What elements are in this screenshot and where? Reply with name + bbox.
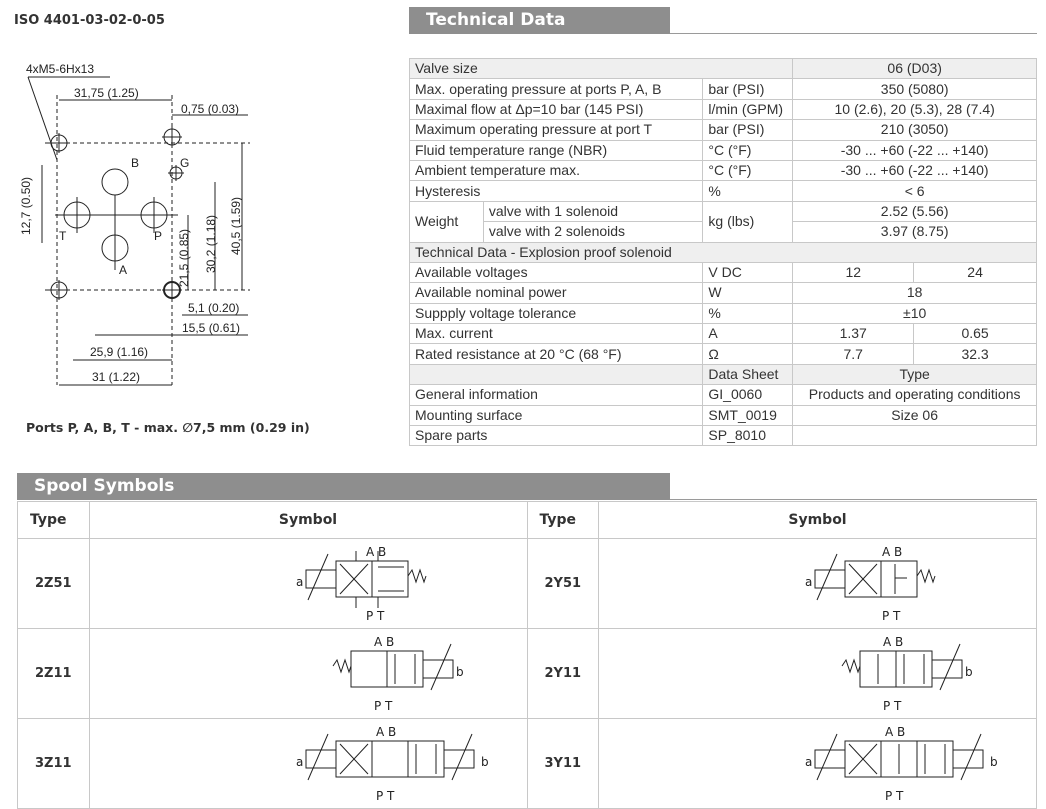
table-row: Available nominal power W 18: [410, 283, 1037, 303]
dim-b3: 25,9 (1.16): [90, 345, 149, 359]
table-row: Weight valve with 1 solenoid kg (lbs) 2.52 (5.56): [410, 201, 1037, 221]
table-row: Maximal flow at Δp=10 bar (145 PSI) l/min (GPM) 10 (2.6), 20 (5.3), 28 (7.4): [410, 99, 1037, 119]
col-symbol-right: Symbol: [599, 502, 1037, 539]
table-header-row: [18, 502, 1037, 539]
iso-title: ISO 4401-03-02-0-05: [14, 13, 165, 28]
dim-v1: 21,5 (0.85): [177, 228, 191, 287]
spool-symbol-2z51: [91, 540, 526, 624]
svg-text:A B: A B: [365, 545, 386, 559]
mounting-surface-drawing: [10, 55, 270, 395]
spool-type: 2Z51: [18, 539, 90, 629]
spool-type: 2Z11: [18, 629, 90, 719]
table-row: Max. operating pressure at ports P, A, B bar (PSI) 350 (5080): [410, 79, 1037, 99]
spool-symbols-header: Spool Symbols: [17, 473, 670, 500]
ports-note: Ports P, A, B, T - max. ∅7,5 mm (0.29 in): [26, 420, 310, 435]
table-row: Fluid temperature range (NBR) °C (°F) -30 ... +60 (-22 ... +140): [410, 140, 1037, 160]
table-row: Data Sheet Type: [410, 364, 1037, 384]
spool-type: 3Y11: [527, 719, 599, 809]
port-b-label: B: [131, 156, 140, 170]
col-type-left: Type: [18, 502, 90, 539]
dim-top: 31,75 (1.25): [74, 86, 139, 100]
spool-symbol-3y11: [600, 720, 1035, 804]
table-row: valve with 2 solenoids 3.97 (8.75): [410, 222, 1037, 242]
spool-symbol: [89, 629, 527, 719]
spool-symbol: [599, 719, 1037, 809]
port-t-label: T: [59, 229, 67, 243]
spool-symbol: [89, 539, 527, 629]
spool-symbol-2y51: [600, 540, 1035, 624]
table-row: Max. current A 1.37 0.65: [410, 324, 1037, 344]
spool-symbol: [599, 539, 1037, 629]
spool-symbol: [89, 719, 527, 809]
dim-b4: 31 (1.22): [92, 370, 141, 384]
table-row: Rated resistance at 20 °C (68 °F) Ω 7.7 32.3: [410, 344, 1037, 364]
spool-symbols-header-rule: [670, 499, 1037, 500]
table-row: Maximum operating pressure at port T bar (PSI) 210 (3050): [410, 120, 1037, 140]
svg-text:A B: A B: [882, 545, 903, 559]
svg-text:P T: P T: [885, 789, 904, 803]
port-p-label: P: [154, 229, 163, 243]
thread-label: 4xM5-6Hx13: [26, 62, 95, 76]
table-row: Mounting surface SMT_0019 Size 06: [410, 405, 1037, 425]
svg-text:P T: P T: [375, 789, 394, 803]
dim-b2: 15,5 (0.61): [182, 321, 241, 335]
table-row: [18, 719, 1037, 809]
dim-b1: 5,1 (0.20): [188, 301, 240, 315]
spool-symbols-table: [17, 501, 1037, 809]
svg-text:P T: P T: [883, 699, 902, 713]
svg-text:b: b: [965, 665, 973, 679]
table-row: Valve size 06 (D03): [410, 59, 1037, 79]
spool-symbol-3z11: [91, 720, 526, 804]
svg-text:A B: A B: [883, 635, 904, 649]
svg-text:b: b: [990, 755, 998, 769]
table-row: [18, 629, 1037, 719]
table-row: Spare parts SP_8010: [410, 426, 1037, 446]
svg-text:a: a: [805, 755, 813, 769]
svg-text:a: a: [805, 575, 813, 589]
technical-data-table: [409, 58, 1037, 446]
table-row: [18, 539, 1037, 629]
svg-text:A B: A B: [373, 635, 394, 649]
spool-symbol-2y11: [600, 630, 1035, 714]
spool-type: 2Y51: [527, 539, 599, 629]
table-row: Technical Data - Explosion proof solenoid: [410, 242, 1037, 262]
col-symbol-left: Symbol: [89, 502, 527, 539]
technical-data-header: Technical Data: [409, 7, 670, 34]
svg-text:P T: P T: [882, 609, 901, 623]
svg-text:A B: A B: [375, 725, 396, 739]
dim-v3: 40,5 (1.59): [229, 196, 243, 255]
spool-type: 2Y11: [527, 629, 599, 719]
svg-text:A B: A B: [885, 725, 906, 739]
table-row: Hysteresis % < 6: [410, 181, 1037, 201]
spool-symbol-2z11: [91, 630, 526, 714]
svg-text:b: b: [480, 755, 489, 769]
svg-text:a: a: [295, 575, 303, 589]
technical-data-header-rule: [670, 33, 1037, 34]
svg-text:P T: P T: [373, 699, 392, 713]
svg-text:b: b: [455, 665, 464, 679]
table-row: Ambient temperature max. °C (°F) -30 ... +60 (-22 ... +140): [410, 160, 1037, 180]
col-type-right: Type: [527, 502, 599, 539]
spool-type: 3Z11: [18, 719, 90, 809]
table-row: Suppply voltage tolerance % ±10: [410, 303, 1037, 323]
dim-left: 12,7 (0.50): [19, 176, 33, 235]
dim-v2: 30,2 (1.18): [204, 214, 218, 273]
port-a-label: A: [119, 263, 128, 277]
svg-text:P T: P T: [365, 609, 384, 623]
table-row: General information GI_0060 Products and operating conditions: [410, 385, 1037, 405]
svg-text:a: a: [295, 755, 303, 769]
dim-right-top: 0,75 (0.03): [181, 102, 240, 116]
port-g-label: G: [180, 156, 190, 170]
spool-symbol: [599, 629, 1037, 719]
table-row: Available voltages V DC 12 24: [410, 262, 1037, 282]
